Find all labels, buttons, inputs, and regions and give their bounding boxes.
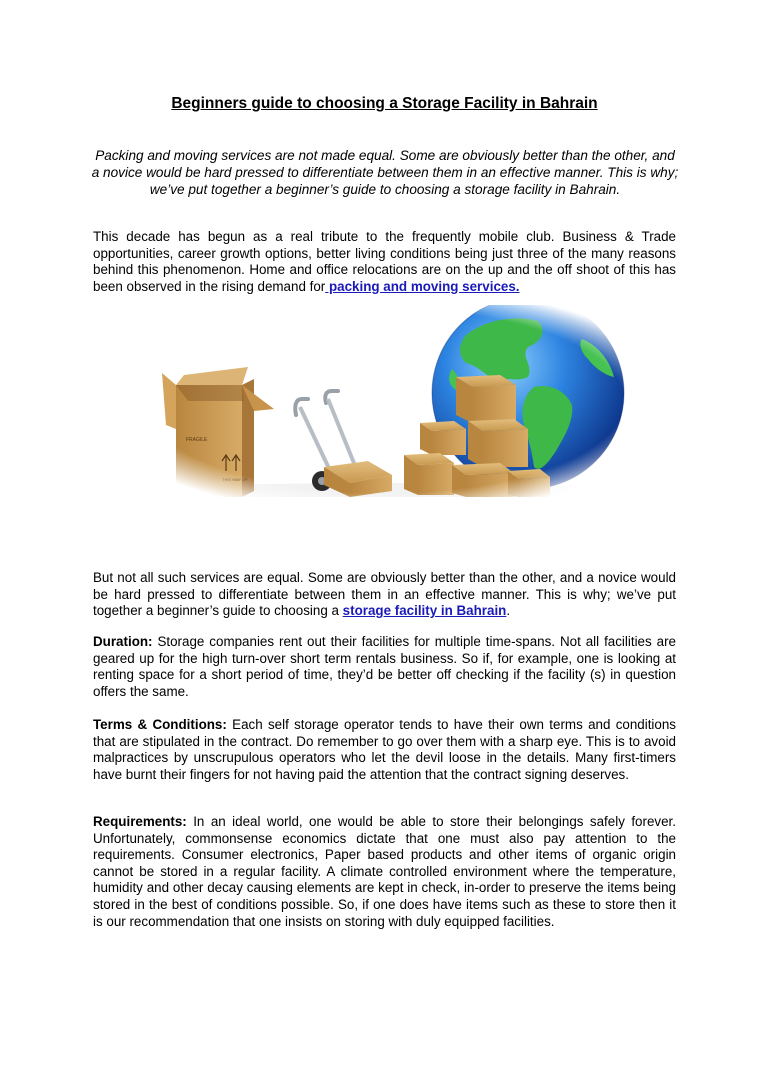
page-title: Beginners guide to choosing a Storage Facility in Bahrain	[171, 95, 598, 112]
paragraph-text: Each self storage operator tends to have their own terms and conditions that are stipulated in the contract. Do remember to go over them with a sharp eye. This is to avoid malpractices by unscrupulous operators who let the devil loose in the details. Many first-timers have burnt their fingers for not having paid the attention that the contract signing deserves.	[93, 717, 677, 782]
paragraph-terms-conditions	[93, 717, 676, 783]
paragraph-duration	[93, 634, 676, 700]
intro-paragraph: Packing and moving services are not made equal. Some are obviously better than the other, and a novice would be hard pressed to differentiate between them in an effective manner. This is why; we’ve put together a beginner’s guide to choosing a storage facility in Bahrain.	[91, 148, 679, 197]
paragraph-not-equal	[93, 570, 676, 620]
paragraph-requirements	[93, 814, 676, 930]
paragraph-tail: .	[506, 603, 511, 619]
paragraph-text: Storage companies rent out their facilities for multiple time-spans. Not all facilities are geared up for the high turn-over short term rentals business. So if, for example, one is looking at renting space for a short period of time, they’d be better off checking if the facility (s) in question offers the same.	[93, 634, 676, 699]
hero-image	[136, 305, 634, 497]
packing-moving-services-link[interactable]: packing and moving services.	[325, 278, 520, 294]
terms-heading: Terms & Conditions:	[93, 717, 227, 732]
duration-heading: Duration:	[93, 634, 153, 649]
storage-facility-bahrain-link[interactable]: storage facility in Bahrain	[342, 603, 507, 619]
paragraph-text: In an ideal world, one would be able to store their belongings safely forever. Unfortunately, commonsense economics dictate that one must also pay attention to the requirements. Consumer electronics, Paper based products and other items of organic origin cannot be stored in a regular facility. A climate controlled environment where the temperature, humidity and other decay causing elements are kept in check, in-order to preserve the items being stored in the best of conditions possible. So, if one does have items such as these to store then it is our recommendation that one insists on storing with duly equipped facilities.	[93, 814, 676, 929]
paragraph-text: But not all such services are equal. Some are obviously better than the other, and a novice would be hard pressed to differentiate between them in an effective manner. This is why; we’ve put together a beginner’s guide to choosing a	[93, 570, 676, 619]
paragraph-text: This decade has begun as a real tribute to the frequently mobile club. Business & Trade opportunities, career growth options, better living conditions being just three of the many reasons behind this phenomenon. Home and office relocations are on the up and the off shoot of this has been observed in the rising demand for	[93, 229, 676, 294]
requirements-heading: Requirements:	[93, 814, 187, 829]
paragraph-tribute	[93, 229, 676, 295]
moving-boxes-globe-illustration	[136, 305, 634, 497]
